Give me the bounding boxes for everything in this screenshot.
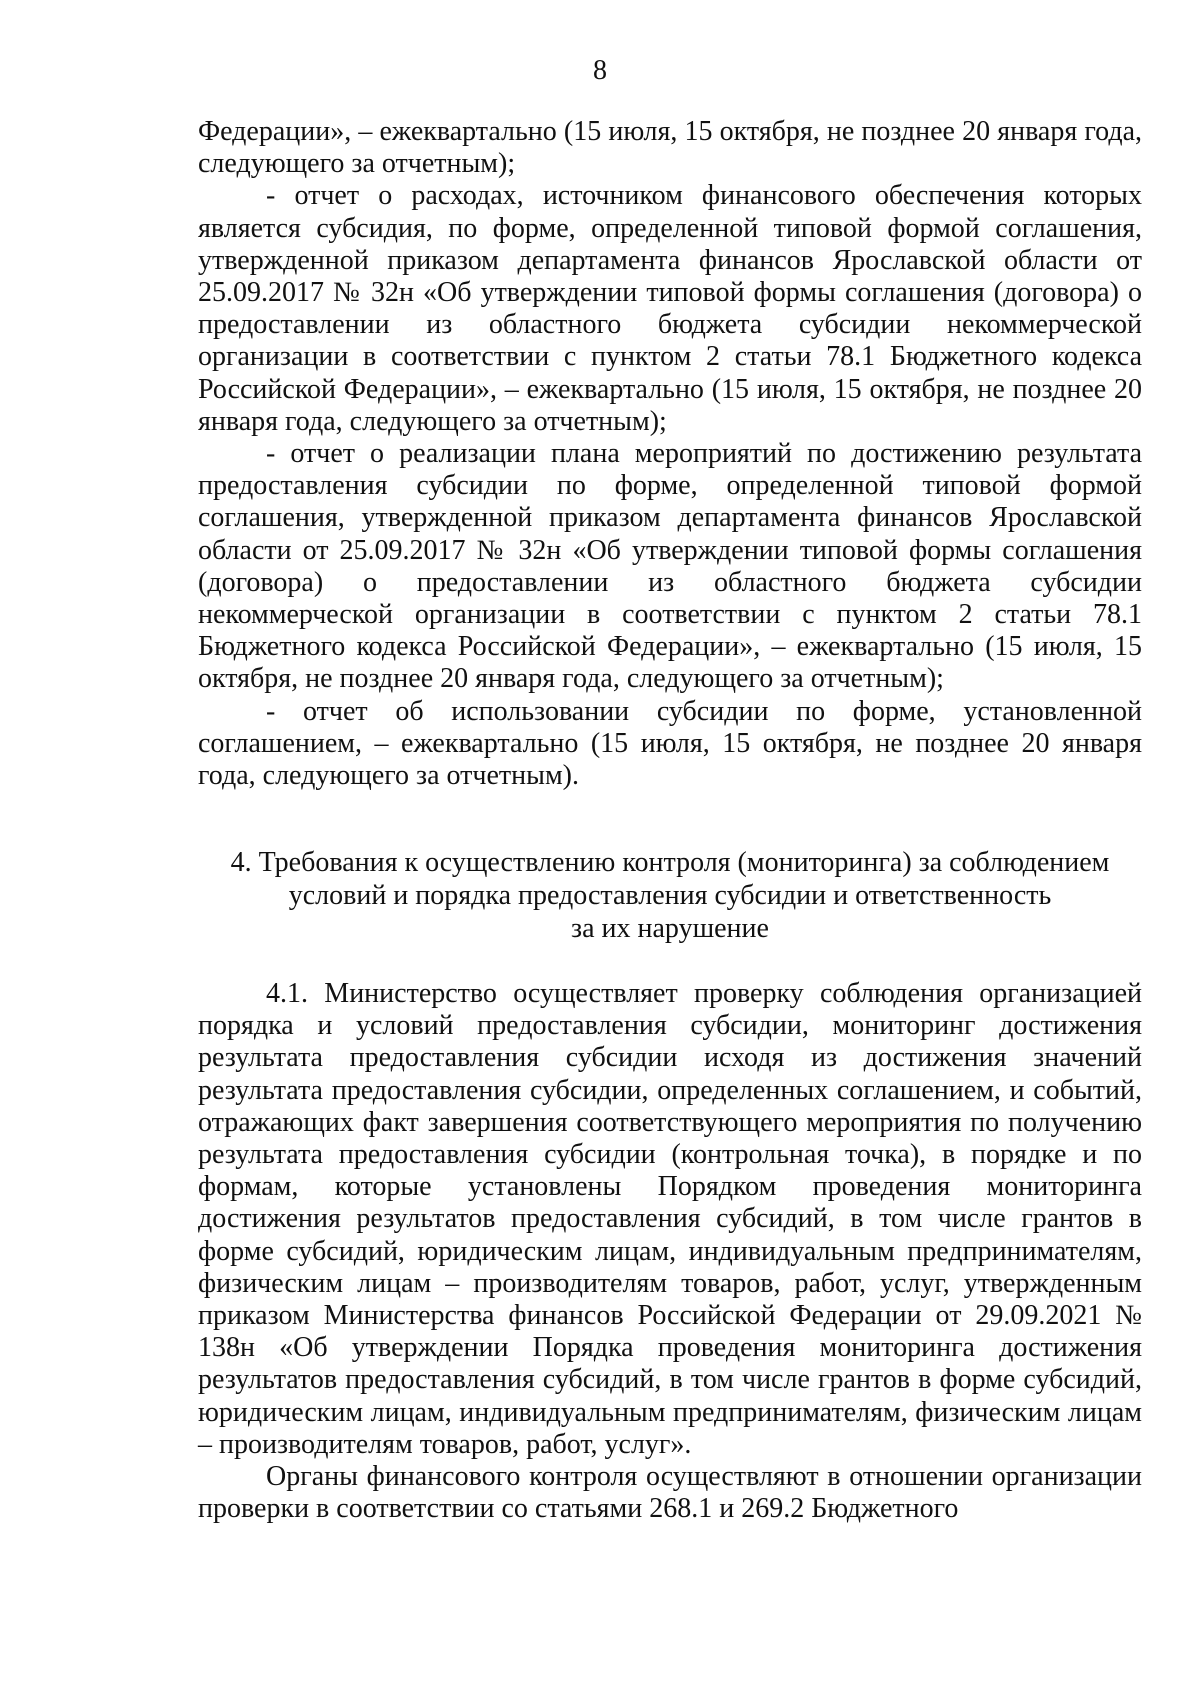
section-heading [198, 846, 1142, 945]
paragraph-continuation: Федерации», – ежеквартально (15 июля, 15 октября, не позднее 20 января года, следующего за отчетным); [198, 116, 1142, 180]
paragraph-4-1: 4.1. Министерство осуществляет проверку соблюдения организацией порядка и условий предоставления субсидии, мониторинг достижения результата предоставления субсидии исходя из достижения значений результата предоставления субсидии, определенных соглашением, и событий, отражающих факт завершения соответствующего мероприятия по получению результата предоставления субсидии (контрольная точка), в порядке и по формам, которые установлены Порядком проведения мониторинга достижения результатов предоставления субсидий, в том числе грантов в форме субсидий, юридическим лицам, индивидуальным предпринимателям, физическим лицам – производителям товаров, работ, услуг, утвержденным приказом Министерства финансов Российской Федерации от 29.09.2021 № 138н «Об утверждении Порядка проведения мониторинга достижения результатов предоставления субсидий, в том числе грантов в форме субсидий, юридическим лицам, индивидуальным предпринимателям, физическим лицам – производителям товаров, работ, услуг». [198, 978, 1142, 1460]
paragraph-usage-report: - отчет об использовании субсидии по форме, установленной соглашением, – ежеквартально (15 июля, 15 октября, не позднее 20 января года, следующего за отчетным). [198, 695, 1142, 792]
control-section-body [198, 978, 1142, 1525]
paragraph-plan-report: - отчет о реализации плана мероприятий по достижению результата предоставления субсидии по форме, определенной типовой формой соглашения, утвержденной приказом департамента финансов Ярославской области от 25.09.2017 № 32н «Об утверждении типовой формы соглашения (договора) о предоставлении из областного бюджета субсидии некоммерческой организации в соответствии с пунктом 2 статьи 78.1 Бюджетного кодекса Российской Федерации», – ежеквартально (15 июля, 15 октября, не позднее 20 января года, следующего за отчетным); [198, 438, 1142, 695]
section-heading-line-1: 4. Требования к осуществлению контроля (мониторинга) за соблюдением [230, 847, 1110, 878]
paragraph-expense-report: - отчет о расходах, источником финансового обеспечения которых является субсидия, по форме, определенной типовой формой соглашения, утвержденной приказом департамента финансов Ярославской области от 25.09.2017 № 32н «Об утверждении типовой формы соглашения (договора) о предоставлении из областного бюджета субсидии некоммерческой организации в соответствии с пунктом 2 статьи 78.1 Бюджетного кодекса Российской Федерации», – ежеквартально (15 июля, 15 октября, не позднее 20 января года, следующего за отчетным); [198, 180, 1142, 437]
section-heading-line-3: за их нарушение [571, 913, 769, 944]
page-number: 8 [593, 55, 607, 86]
paragraph-financial-control: Органы финансового контроля осуществляют в отношении организации проверки в соответствии со статьями 268.1 и 269.2 Бюджетного [198, 1461, 1142, 1525]
reporting-list [198, 116, 1142, 792]
section-heading-line-2: условий и порядка предоставления субсидии и ответственность [288, 880, 1052, 911]
